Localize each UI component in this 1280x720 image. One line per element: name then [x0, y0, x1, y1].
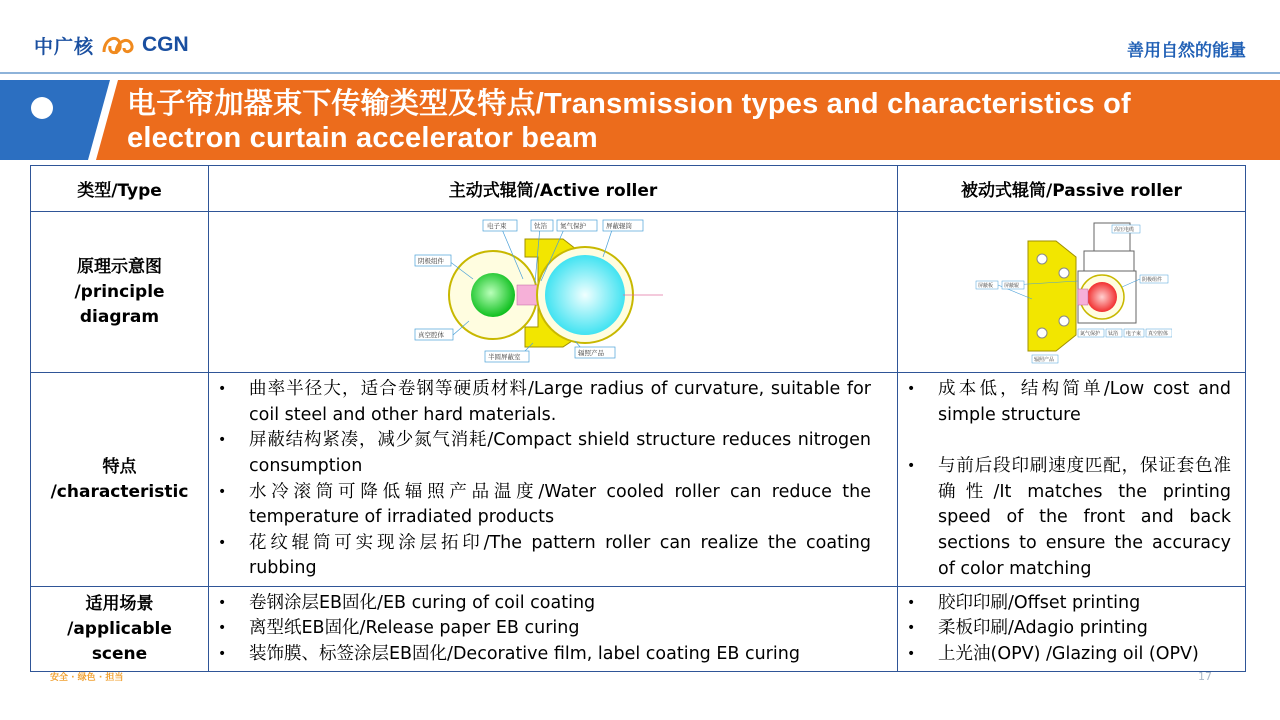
active-roller-diagram [413, 217, 693, 367]
diagram-label: 辐照产品 [578, 349, 604, 357]
diagram-label: 辐照产品 [1033, 357, 1054, 363]
diagram-label: 阴极组件 [418, 257, 444, 265]
slogan: 善用自然的能量 [1127, 41, 1246, 61]
diagram-label: 阴极组件 [1141, 277, 1162, 283]
label-line: 适用场景 [85, 593, 154, 614]
active-characteristic-cell [209, 373, 898, 587]
diagram-label: 半圆屏蔽室 [488, 353, 521, 361]
list-item: • 屏蔽结构紧凑，减少氮气消耗/Compact shield structure reduces nitrogen consumption [249, 428, 871, 479]
diagram-label: 氮气保护 [560, 222, 586, 230]
list-item: • 花纹辊筒可实现涂层拓印/The pattern roller can realize the coating rubbing [249, 531, 871, 582]
list-item: • 胶印印刷/Offset printing [938, 591, 1241, 617]
list-item: • 成本低，结构简单/Low cost and simple structure [938, 377, 1231, 428]
list-item: • 离型纸EB固化/Release paper EB curing [249, 616, 887, 642]
table-header-row [31, 166, 1246, 212]
table-row-characteristic [31, 373, 1246, 587]
active-scene-cell [209, 587, 898, 672]
active-scene-list [209, 591, 887, 668]
table-row-diagram [31, 212, 1246, 373]
diagram-label: 高压电缆 [1113, 227, 1134, 233]
list-item: • 卷钢涂层EB固化/EB curing of coil coating [249, 591, 887, 617]
label-line: /principle [74, 281, 165, 302]
header-type: 类型/Type [31, 166, 209, 212]
diagram-label: 屏蔽辊 [1003, 283, 1019, 289]
row-label-diagram [31, 212, 209, 373]
table-row-scene [31, 587, 1246, 672]
diagram-label: 氮气保护 [1079, 331, 1100, 337]
diagram-label: 屏蔽辊筒 [606, 222, 632, 230]
passive-characteristic-list [898, 377, 1231, 582]
logo-english-text: CGN [142, 33, 189, 56]
list-item: • 装饰膜、标签涂层EB固化/Decorative film, label coating EB curing [249, 642, 887, 668]
diagram-label: 钛箔 [1107, 331, 1118, 337]
label-line: scene [91, 643, 148, 664]
row-label-scene [31, 587, 209, 672]
list-item: • 曲率半径大，适合卷钢等硬质材料/Large radius of curvature, suitable for coil steel and other hard materials. [249, 377, 871, 428]
diagram-label: 电子束 [487, 222, 507, 230]
active-characteristic-list [209, 377, 871, 582]
logo-chinese-text: 中广核 [34, 35, 95, 58]
list-item: • 上光油(OPV) /Glazing oil (OPV) [938, 642, 1241, 668]
active-roller-diagram-cell [209, 212, 898, 373]
header-active-roller: 主动式辊筒/Active roller [209, 166, 898, 212]
page-number: 17 [1198, 670, 1212, 683]
list-item: • 与前后段印刷速度匹配，保证套色准确性/It matches the printing speed of the front and back sections to ensure the accuracy of color matching [938, 454, 1231, 582]
header-passive-roller: 被动式辊筒/Passive roller [898, 166, 1246, 212]
label-line: 特点 [102, 456, 137, 477]
diagram-label: 钛箔 [534, 222, 547, 230]
company-logo [34, 30, 189, 60]
list-item: • 水冷滚筒可降低辐照产品温度/Water cooled roller can reduce the temperature of irradiated products [249, 480, 871, 531]
label-line: diagram [79, 306, 160, 327]
header-divider [0, 72, 1280, 74]
cgn-logo-icon [100, 32, 136, 58]
diagram-label: 真空腔体 [1147, 331, 1168, 337]
list-item: • 柔板印刷/Adagio printing [938, 616, 1241, 642]
diagram-label: 电子束 [1125, 331, 1141, 337]
passive-scene-cell [898, 587, 1246, 672]
label-line: /characteristic [50, 481, 189, 502]
label-line: 原理示意图 [77, 256, 162, 277]
label-line: /applicable [67, 618, 172, 639]
row-label-characteristic [31, 373, 209, 587]
diagram-label: 真空腔体 [418, 331, 444, 339]
footer-motto: 安全 · 绿色 · 担当 [50, 673, 124, 683]
passive-scene-list [898, 591, 1241, 668]
passive-roller-diagram [972, 217, 1172, 367]
comparison-table [30, 165, 1246, 672]
passive-roller-diagram-cell [898, 212, 1246, 373]
diagram-label: 屏蔽板 [977, 283, 993, 289]
passive-characteristic-cell [898, 373, 1246, 587]
slide-title: 电子帘加器束下传输类型及特点/Transmission types and characteristics of electron curtain accelerator beam [127, 88, 1131, 154]
